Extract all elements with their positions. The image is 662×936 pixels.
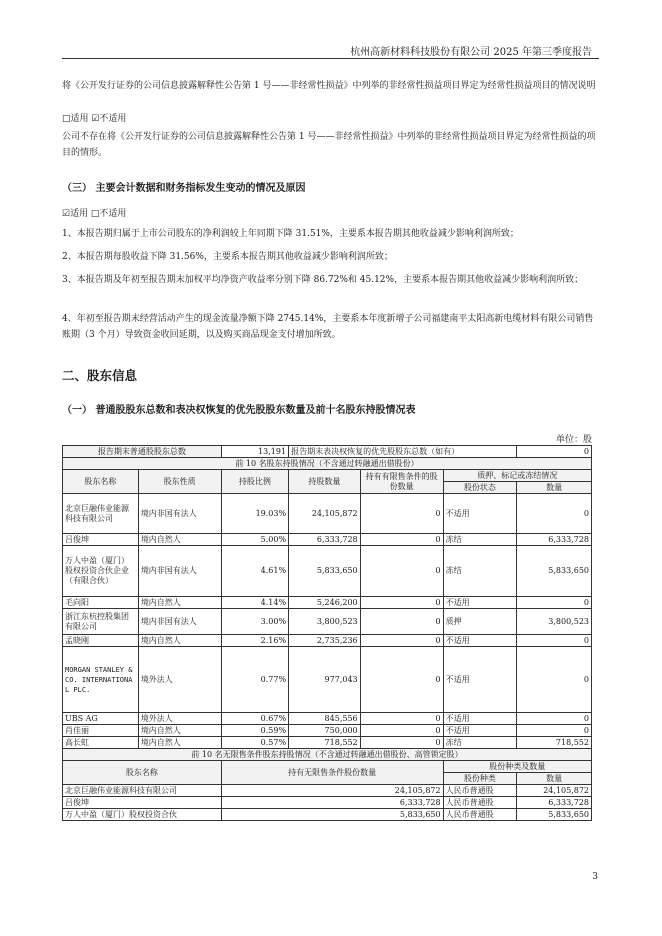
cell-restricted: 0: [360, 737, 443, 749]
col-header-qty: 持股数量: [289, 470, 361, 494]
intro-checkbox-line: □适用 ☑不适用: [62, 114, 127, 124]
cell-restricted: 0: [360, 635, 443, 647]
cell-ratio: 0.59%: [221, 725, 288, 737]
cell-ratio: 19.03%: [221, 494, 288, 534]
summary-row: [63, 446, 592, 458]
cell-count: 0: [517, 635, 592, 647]
cell-name: UBS AG: [63, 713, 139, 725]
top10-title-row: [63, 458, 592, 470]
change-reason-3: 3、本报告期及年初至报告期末加权平均净资产收益率分别下降 86.72%和 45.12%，主要系本报告期其他收益减少影响利润所致；: [62, 275, 584, 285]
table-row: [63, 609, 592, 635]
top10-title: 前 10 名股东持股情况（不含通过转融通出借股份）: [63, 458, 592, 470]
cell-qty: 5,246,200: [289, 597, 361, 609]
cell-nature: 境外法人: [138, 647, 221, 713]
total-holders-label: 报告期末普通股股东总数: [63, 446, 222, 458]
col-header-count: 数量: [517, 482, 592, 494]
change-reason-4: 4、年初至报告期末经营活动产生的现金流量净额下降 2745.14%，主要系本年度新增子公司福建南平太阳高新电缆材料有限公司销售账期（3 个月）导致资金收回延期，以及购买商品现金支付增加所致。: [62, 314, 594, 340]
cell-name: 浙江东杭控股集团有限公司: [63, 609, 139, 635]
table-row: [63, 597, 592, 609]
cell-nature: 境内自然人: [138, 737, 221, 749]
u-cell-name: 吕俊坤: [63, 797, 222, 809]
shareholder-table-heading: （一） 普通股股东总数和表决权恢复的优先股股东数量及前十名股东持股情况表: [62, 405, 416, 416]
table-row: [63, 494, 592, 534]
page-number: 3: [592, 872, 598, 882]
col-header-restricted: 持有有限售条件的股份数量: [360, 470, 443, 494]
u-cell-count: 5,833,650: [517, 809, 592, 821]
table-row: [63, 785, 592, 797]
cell-nature: 境外法人: [138, 713, 221, 725]
cell-qty: 718,552: [289, 737, 361, 749]
table-row: [63, 725, 592, 737]
cell-count: 0: [517, 597, 592, 609]
cell-nature: 境内非国有法人: [138, 546, 221, 597]
cell-status: 不适用: [443, 725, 517, 737]
cell-ratio: 0.57%: [221, 737, 288, 749]
header-divider: [62, 58, 599, 59]
cell-count: 0: [517, 713, 592, 725]
u-col-header-type: 股份种类: [443, 773, 517, 785]
u-cell-qty: 5,833,650: [221, 809, 443, 821]
cell-status: 不适用: [443, 494, 517, 534]
total-holders-value: 13,191: [221, 446, 288, 458]
u-cell-qty: 24,105,872: [221, 785, 443, 797]
section-3-checkbox-line: ☑适用 □不适用: [62, 209, 127, 219]
cell-status: 不适用: [443, 635, 517, 647]
table-row: [63, 647, 592, 713]
cell-ratio: 0.77%: [221, 647, 288, 713]
cell-restricted: 0: [360, 546, 443, 597]
intro-paragraph-1: 将《公开发行证券的公司信息披露解释性公告第 1 号——非经常性损益》中列举的非经常性损益项目界定为经常性损益项目的情况说明: [62, 81, 596, 91]
u-cell-type: 人民币普通股: [443, 797, 517, 809]
u-cell-count: 24,105,872: [517, 785, 592, 797]
cell-restricted: 0: [360, 647, 443, 713]
cell-ratio: 4.61%: [221, 546, 288, 597]
cell-nature: 境内非国有法人: [138, 609, 221, 635]
cell-status: 质押: [443, 609, 517, 635]
col-header-name: 股东名称: [63, 470, 139, 494]
cell-ratio: 5.00%: [221, 534, 288, 546]
cell-name: 毛向阳: [63, 597, 139, 609]
u-cell-name: 北京巨融伟业能源科技有限公司: [63, 785, 222, 797]
cell-restricted: 0: [360, 597, 443, 609]
cell-name: 高长虹: [63, 737, 139, 749]
table-row: [63, 635, 592, 647]
col-header-ratio: 持股比例: [221, 470, 288, 494]
cell-ratio: 2.16%: [221, 635, 288, 647]
cell-status: 冻结: [443, 737, 517, 749]
cell-status: 不适用: [443, 597, 517, 609]
cell-restricted: 0: [360, 534, 443, 546]
cell-nature: 境内自然人: [138, 725, 221, 737]
cell-count: 5,833,650: [517, 546, 592, 597]
cell-name: MORGAN STANLEY & CO. INTERNATIONAL PLC.: [63, 647, 139, 713]
cell-ratio: 0.67%: [221, 713, 288, 725]
unit-label: 单位：股: [555, 435, 592, 445]
cell-name: 吕俊坤: [63, 534, 139, 546]
table-row: [63, 546, 592, 597]
u-col-header-type-group: 股份种类及数量: [443, 761, 591, 773]
u-col-header-name: 股东名称: [63, 761, 222, 785]
cell-count: 0: [517, 647, 592, 713]
cell-nature: 境内自然人: [138, 635, 221, 647]
u-cell-qty: 6,333,728: [221, 797, 443, 809]
cell-status: 冻结: [443, 546, 517, 597]
col-header-nature: 股东性质: [138, 470, 221, 494]
cell-qty: 750,000: [289, 725, 361, 737]
cell-name: 万人中盈（厦门）股权投资合伙企业（有限合伙）: [63, 546, 139, 597]
cell-qty: 3,800,523: [289, 609, 361, 635]
cell-qty: 5,833,650: [289, 546, 361, 597]
cell-nature: 境内非国有法人: [138, 494, 221, 534]
header-row: [63, 470, 592, 482]
col-header-status: 股份状态: [443, 482, 517, 494]
cell-count: 6,333,728: [517, 534, 592, 546]
cell-status: 不适用: [443, 713, 517, 725]
u-col-header-count: 数量: [517, 773, 592, 785]
u-cell-count: 6,333,728: [517, 797, 592, 809]
cell-nature: 境内自然人: [138, 597, 221, 609]
table-row: [63, 713, 592, 725]
cell-ratio: 4.14%: [221, 597, 288, 609]
cell-restricted: 0: [360, 609, 443, 635]
cell-status: 冻结: [443, 534, 517, 546]
section-3-heading: （三） 主要会计数据和财务指标发生变动的情况及原因: [62, 183, 306, 194]
u-cell-type: 人民币普通股: [443, 809, 517, 821]
pref-holders-value: 0: [517, 446, 592, 458]
unrestricted-title-row: [63, 749, 592, 761]
u-col-header-qty: 持有无限售条件股份数量: [221, 761, 443, 785]
report-header: 杭州高新材料科技股份有限公司 2025 年第三季度报告: [350, 47, 592, 58]
change-reason-1: 1、本报告期归属于上市公司股东的净利润较上年同期下降 31.51%，主要系本报告期其他收益减少影响利润所致；: [62, 229, 519, 239]
table-row: [63, 797, 592, 809]
cell-restricted: 0: [360, 713, 443, 725]
cell-name: 北京巨融伟业能源科技有限公司: [63, 494, 139, 534]
cell-restricted: 0: [360, 725, 443, 737]
cell-qty: 6,333,728: [289, 534, 361, 546]
unrestricted-header-row: [63, 761, 592, 773]
cell-count: 718,552: [517, 737, 592, 749]
cell-count: 3,800,523: [517, 609, 592, 635]
cell-name: 孟晓刚: [63, 635, 139, 647]
cell-status: 不适用: [443, 647, 517, 713]
u-cell-name: 万人中盈（厦门）股权投资合伙: [63, 809, 222, 821]
pref-holders-label: 报告期末表决权恢复的优先股股东总数（如有）: [289, 446, 517, 458]
cell-qty: 2,735,236: [289, 635, 361, 647]
cell-restricted: 0: [360, 494, 443, 534]
cell-qty: 977,043: [289, 647, 361, 713]
cell-qty: 24,105,872: [289, 494, 361, 534]
cell-count: 0: [517, 725, 592, 737]
intro-paragraph-2: 公司不存在将《公开发行证券的公司信息披露解释性公告第 1 号——非经常性损益》中列举的非经常性损益项目界定为经常性损益的项目的情形。: [62, 132, 596, 158]
u-cell-type: 人民币普通股: [443, 785, 517, 797]
cell-name: 肖佳丽: [63, 725, 139, 737]
cell-ratio: 3.00%: [221, 609, 288, 635]
table-row: [63, 737, 592, 749]
table-row: [63, 534, 592, 546]
change-reason-2: 2、本报告期每股收益下降 31.56%，主要系本报告期其他收益减少影响利润所致；: [62, 252, 393, 262]
cell-qty: 845,556: [289, 713, 361, 725]
unrestricted-title: 前 10 名无限售条件股东持股情况（不含通过转融通出借股份、高管锁定股）: [63, 749, 592, 761]
cell-count: 0: [517, 494, 592, 534]
table-row: [63, 809, 592, 821]
shareholder-section-heading: 二、股东信息: [62, 368, 138, 383]
col-header-pledge: 质押、标记或冻结情况: [443, 470, 591, 482]
cell-nature: 境内自然人: [138, 534, 221, 546]
top10-shareholders-table: [62, 445, 592, 821]
